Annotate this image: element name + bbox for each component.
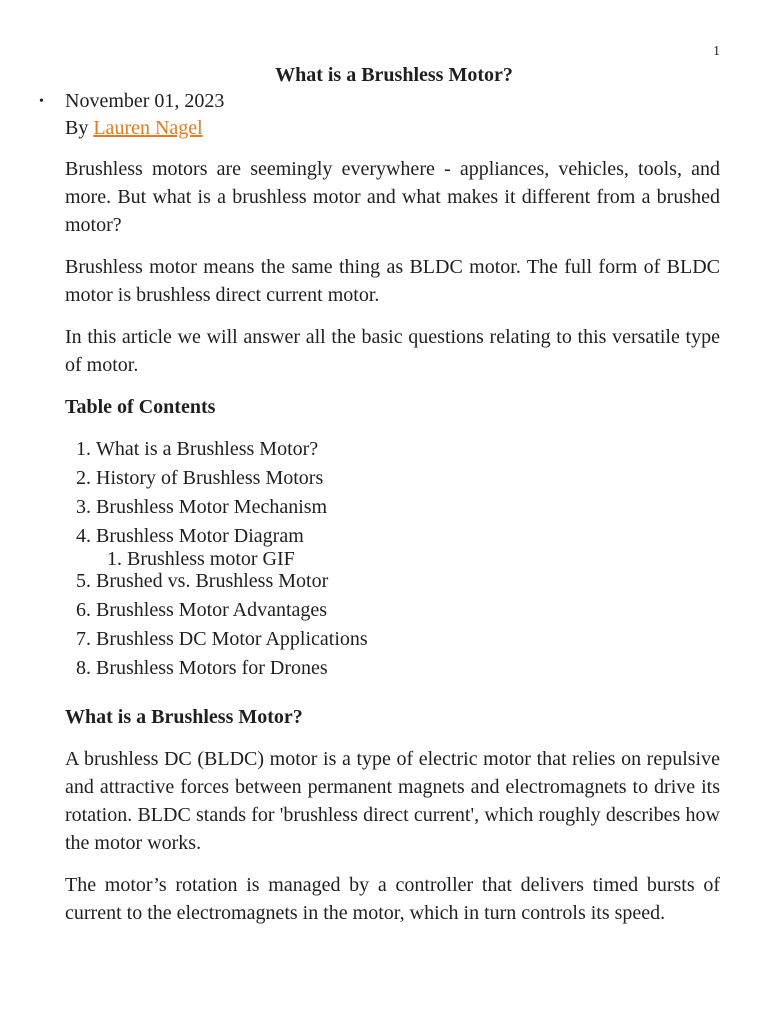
bullet-icon: • [39,94,44,109]
section-paragraph: A brushless DC (BLDC) motor is a type of electric motor that relies on repulsive and attractive forces between permanent magnets and electromagnets to drive its rotation. BLDC stands for 'brushless direct current', which roughly describes how the motor works. [65,748,720,854]
section-paragraph: The motor’s rotation is managed by a controller that delivers timed bursts of current to the electromagnets in the motor, which in turn controls its speed. [65,874,720,924]
intro-paragraph: In this article we will answer all the basic questions relating to this versatile type of motor. [65,326,720,376]
page-title: What is a Brushless Motor? [275,64,513,86]
publish-date: November 01, 2023 [65,90,225,112]
byline-label: By [65,117,89,139]
toc-item[interactable]: 1. What is a Brushless Motor? [96,435,720,464]
byline [65,115,224,142]
page-number: 1 [713,44,720,59]
intro-paragraph: Brushless motors are seemingly everywhere - appliances, vehicles, tools, and more. But what is a brushless motor and what makes it different from a brushed motor? [65,158,720,236]
intro-paragraph: Brushless motor means the same thing as BLDC motor. The full form of BLDC motor is brushless direct current motor. [65,256,720,306]
toc-item[interactable]: 5. Brushed vs. Brushless Motor [96,567,720,596]
toc-subitem[interactable]: 1. Brushless motor GIF [127,545,720,573]
toc-heading: Table of Contents [65,396,216,418]
toc-item[interactable]: 2. History of Brushless Motors [96,464,720,493]
table-of-contents [65,435,720,683]
article-meta [39,88,225,142]
article-body [65,155,720,941]
toc-item[interactable]: 6. Brushless Motor Advantages [96,596,720,625]
toc-item[interactable]: 8. Brushless Motors for Drones [96,654,720,683]
toc-item[interactable]: 7. Brushless DC Motor Applications [96,625,720,654]
toc-item[interactable]: 3. Brushless Motor Mechanism [96,493,720,522]
author-link[interactable]: Lauren Nagel [93,117,203,139]
section-heading: What is a Brushless Motor? [65,706,303,728]
toc-item[interactable]: 4. Brushless Motor Diagram 1. Brushless motor GIF [96,522,720,573]
